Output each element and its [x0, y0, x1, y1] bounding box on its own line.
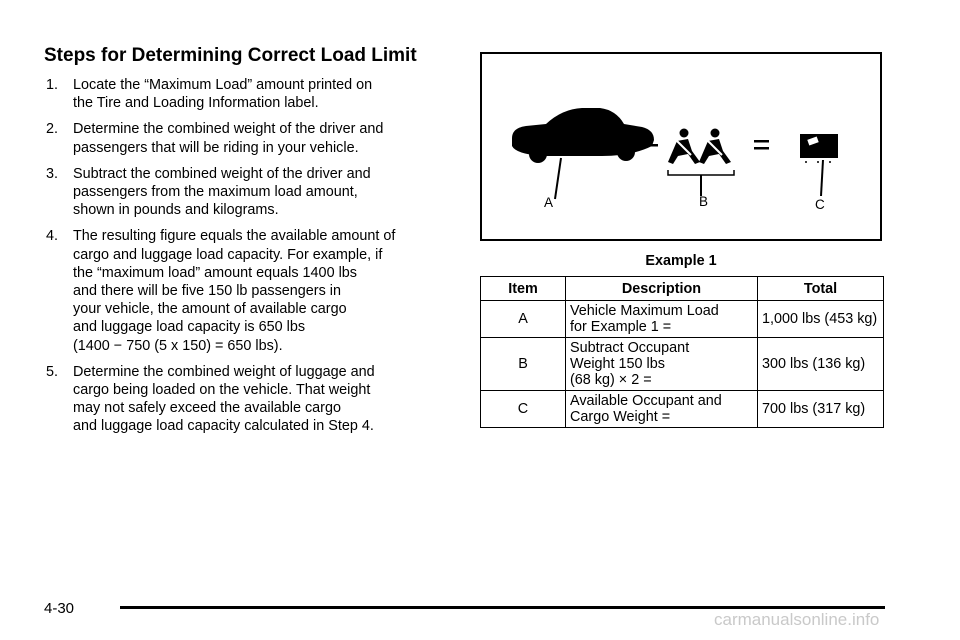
step-text-line: cargo being loaded on the vehicle. That weight — [73, 382, 371, 399]
step-text-line: and luggage load capacity calculated in Step 4. — [73, 418, 374, 435]
seated-occupants-icon — [668, 129, 734, 197]
cell-total: 1,000 lbs (453 kg) — [758, 301, 884, 338]
step-text-line: shown in pounds and kilograms. — [73, 202, 279, 219]
figure-label-a: A — [544, 195, 554, 210]
step-text-line: Determine the combined weight of the driver and — [73, 121, 384, 138]
footer-rule — [120, 606, 885, 609]
step-text-line: the Tire and Loading Information label. — [73, 95, 319, 112]
step-text-line: your vehicle, the amount of available cargo — [73, 301, 347, 318]
steps-list — [46, 76, 466, 444]
step-number: 5. — [46, 363, 59, 380]
equals-icon — [754, 140, 769, 150]
step-text-line: the “maximum load” amount equals 1400 lbs — [73, 264, 357, 281]
load-limit-figure — [480, 52, 882, 241]
step-item — [46, 363, 466, 436]
cell-item: C — [481, 391, 566, 428]
description-line: Vehicle Maximum Load — [570, 303, 719, 319]
step-item — [46, 76, 466, 112]
header-item: Item — [481, 277, 566, 301]
step-number: 4. — [46, 228, 59, 245]
car-icon — [512, 108, 654, 199]
step-text-line: The resulting figure equals the available amount of — [73, 228, 396, 245]
description-line: for Example 1 = — [570, 319, 672, 335]
step-number: 2. — [46, 121, 59, 138]
step-text-line: passengers from the maximum load amount, — [73, 184, 358, 201]
step-number: 1. — [46, 77, 59, 93]
step-text-line: and luggage load capacity is 650 lbs — [73, 319, 306, 336]
watermark: carmanualsonline.info — [714, 610, 880, 629]
example-caption: Example 1 — [645, 253, 717, 269]
description-line: Available Occupant and — [570, 393, 722, 409]
table-row — [481, 338, 884, 391]
figure-label-b: B — [699, 194, 709, 209]
description-line: Subtract Occupant — [570, 340, 690, 356]
cell-description — [566, 338, 758, 391]
step-text-line: Subtract the combined weight of the driver and — [73, 165, 371, 182]
cargo-box-icon — [800, 134, 838, 196]
load-example-table — [480, 276, 884, 428]
description-line: Weight 150 lbs — [570, 356, 665, 372]
cell-item: A — [481, 301, 566, 338]
step-text-line: and there will be five 150 lb passengers in — [73, 283, 341, 300]
figure-label-c: C — [815, 197, 825, 212]
header-description: Description — [566, 277, 758, 301]
step-item — [46, 165, 466, 220]
cell-description — [566, 391, 758, 428]
section-heading: Steps for Determining Correct Load Limit — [44, 45, 417, 66]
step-text-line: Determine the combined weight of luggage and — [73, 363, 375, 380]
description-line: (68 kg) × 2 = — [570, 372, 652, 388]
step-text-line: passengers that will be riding in your vehicle. — [73, 139, 359, 156]
step-number: 3. — [46, 165, 59, 182]
cell-total: 700 lbs (317 kg) — [758, 391, 884, 428]
cell-total: 300 lbs (136 kg) — [758, 338, 884, 391]
cell-description — [566, 301, 758, 338]
minus-icon — [645, 144, 658, 147]
table-row — [481, 391, 884, 428]
step-text-line: may not safely exceed the available cargo — [73, 400, 341, 417]
step-text-line: Locate the “Maximum Load” amount printed on — [73, 77, 373, 93]
description-line: Cargo Weight = — [570, 409, 671, 425]
step-item — [46, 227, 466, 354]
page-number: 4-30 — [44, 600, 75, 617]
step-item — [46, 120, 466, 156]
table-header-row — [481, 277, 884, 301]
cell-item: B — [481, 338, 566, 391]
header-total: Total — [758, 277, 884, 301]
step-text-line: (1400 − 750 (5 x 150) = 650 lbs). — [73, 337, 283, 354]
step-text-line: cargo and luggage load capacity. For example, if — [73, 246, 383, 263]
table-row — [481, 301, 884, 338]
